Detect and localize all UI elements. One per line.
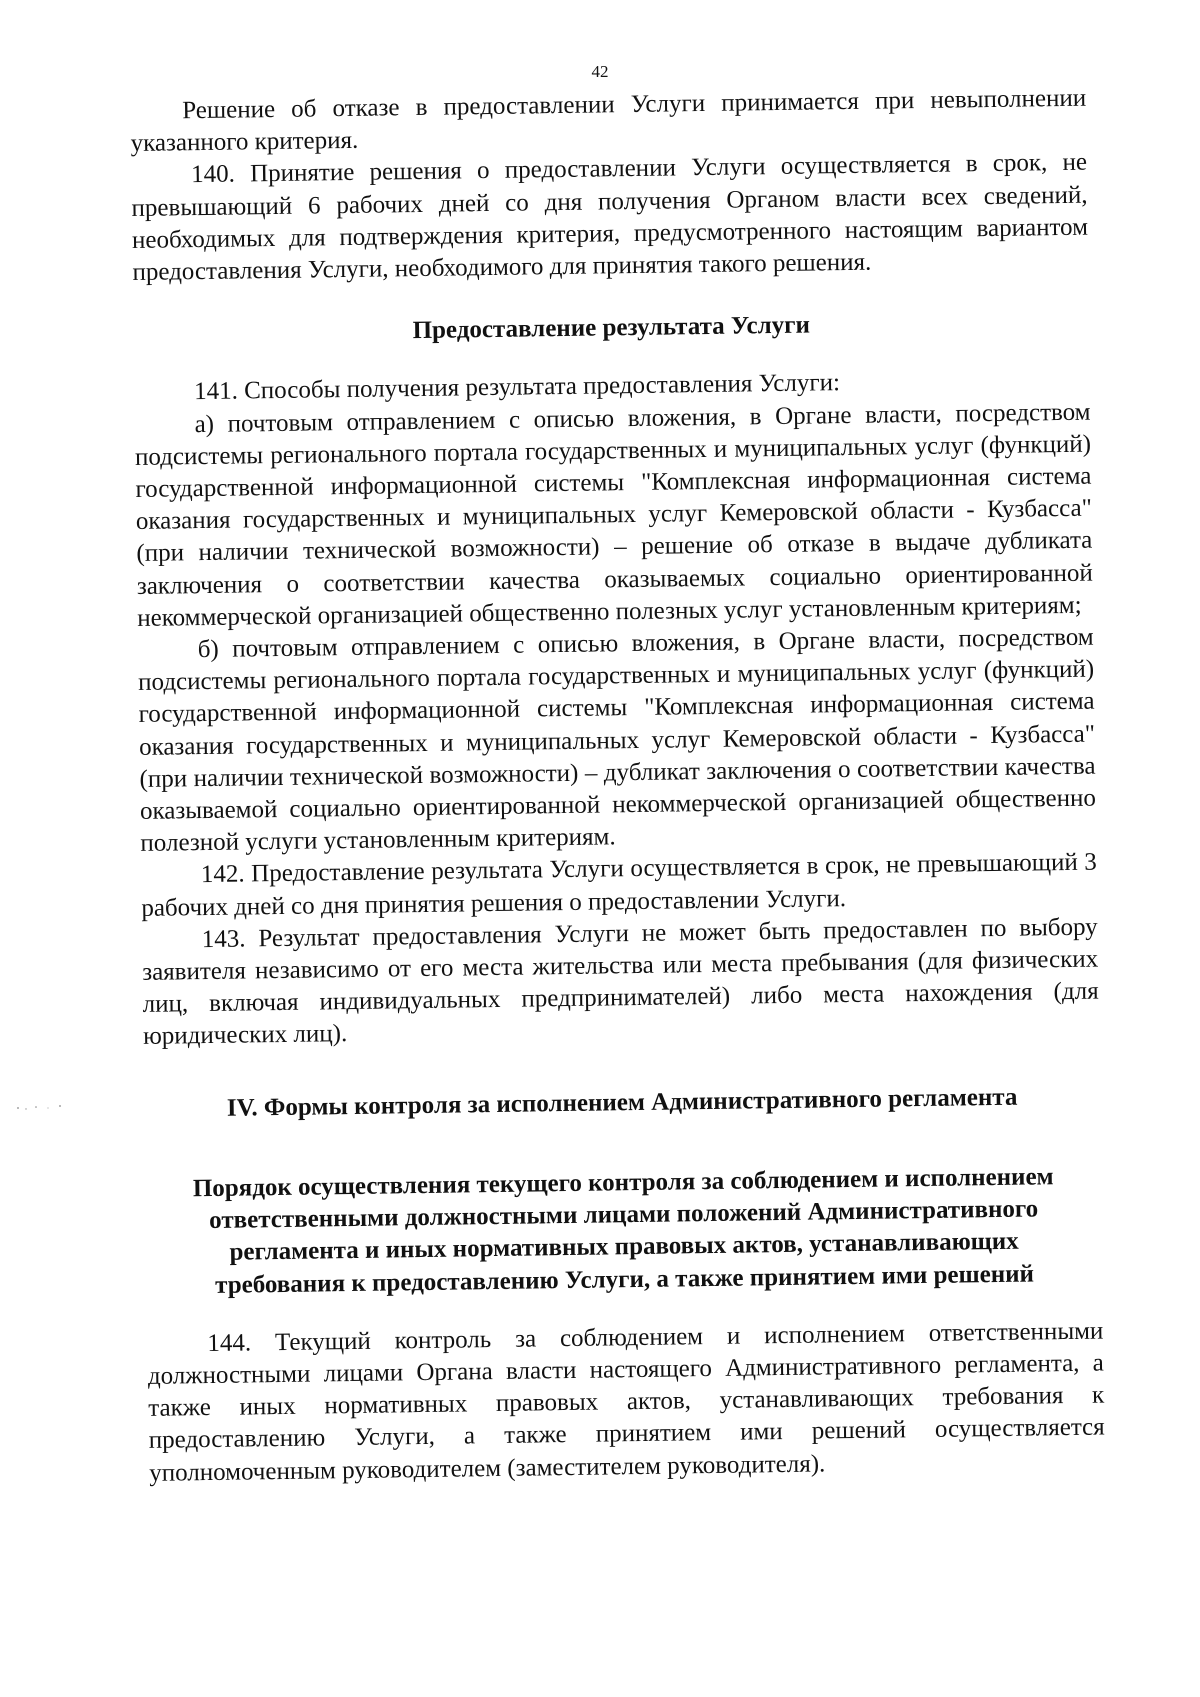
paragraph-141-b: б) почтовым отправлением с описью вложения, в Органе власти, посредством подсистемы регионального портала государственных и муниципальных услуг (функций) государственной информационной системы "Комплексная информационная система оказания государственных и муниципальных услуг Кемеровской области - Кузбасса" (при наличии технической возможности) – дубликат заключения о соответствии качества оказываемой социально ориентированной некоммерческой организацией общественно полезной услуги установленным критериям. xyxy=(138,623,1097,858)
paragraph-140: 140. Принятие решения о предоставлении Услуги осуществляется в срок, не превышающий 6 рабочих дней со дня получения Органом власти всех сведений, необходимых для подтверждения критерия, предусмотренного настоящим вариантом предоставления Услуги, необходимого для принятия такого решения. xyxy=(131,149,1089,286)
paragraph-141-a: а) почтовым отправлением с описью вложения, в Органе власти, посредством подсистемы регионального портала государственных и муниципальных услуг (функций) государственной информационной системы "Комплексная информационная система оказания государственных и муниципальных услуг Кемеровской области - Кузбасса" (при наличии технической возможности) – решение об отказе в выдаче дубликата заключения о соответствии качества оказываемых социально ориентированной некоммерческой организацией общественно полезных услуг установленным критериям; xyxy=(134,398,1093,632)
paragraph-refusal-decision: Решение об отказе в предоставлении Услуги принимается при невыполнении указанного критерия. xyxy=(130,84,1087,158)
paragraph-144: 144. Текущий контроль за соблюдением и исполнением ответственными должностными лицами Органа власти настоящего Административного регламента, а также иных нормативных правовых актов, устанавливающих требования к предоставлению Услуги, а также принятием ими решений осуществляется уполномоченным руководителем (заместителем руководителя). xyxy=(147,1317,1105,1487)
heading-line: требования к предоставлению Услуги, а также принятием ими решений xyxy=(214,1259,1035,1299)
scan-noise xyxy=(14,1104,74,1112)
paragraph-141: 141. Способы получения результата предоставления Услуги: xyxy=(193,369,841,406)
page-number: 42 xyxy=(591,62,609,81)
paragraph-143: 143. Результат предоставления Услуги не может быть предоставлен по выбору заявителя независимо от его места жительства или места пребывания (для физических лиц, включая индивидуальных предпринимателей) либо места нахождения (для юридических лиц). xyxy=(142,913,1099,1051)
heading-current-control xyxy=(145,1160,1103,1302)
document-body xyxy=(130,83,1105,1490)
heading-service-result: Предоставление результата Услуги xyxy=(412,311,811,345)
paragraph-142: 142. Предоставление результата Услуги осуществляется в срок, не превышающий 3 рабочих дней со дня принятия решения о предоставлении Услуги. xyxy=(141,849,1097,922)
heading-line: Порядок осуществления текущего контроля за соблюдением и исполнением xyxy=(192,1163,1054,1203)
heading-line: регламента и иных нормативных правовых актов, устанавливающих xyxy=(229,1228,1019,1267)
heading-line: ответственными должностными лицами положений Административного xyxy=(209,1195,1039,1235)
heading-section-iv: IV. Формы контроля за исполнением Административного регламента xyxy=(226,1083,1018,1122)
